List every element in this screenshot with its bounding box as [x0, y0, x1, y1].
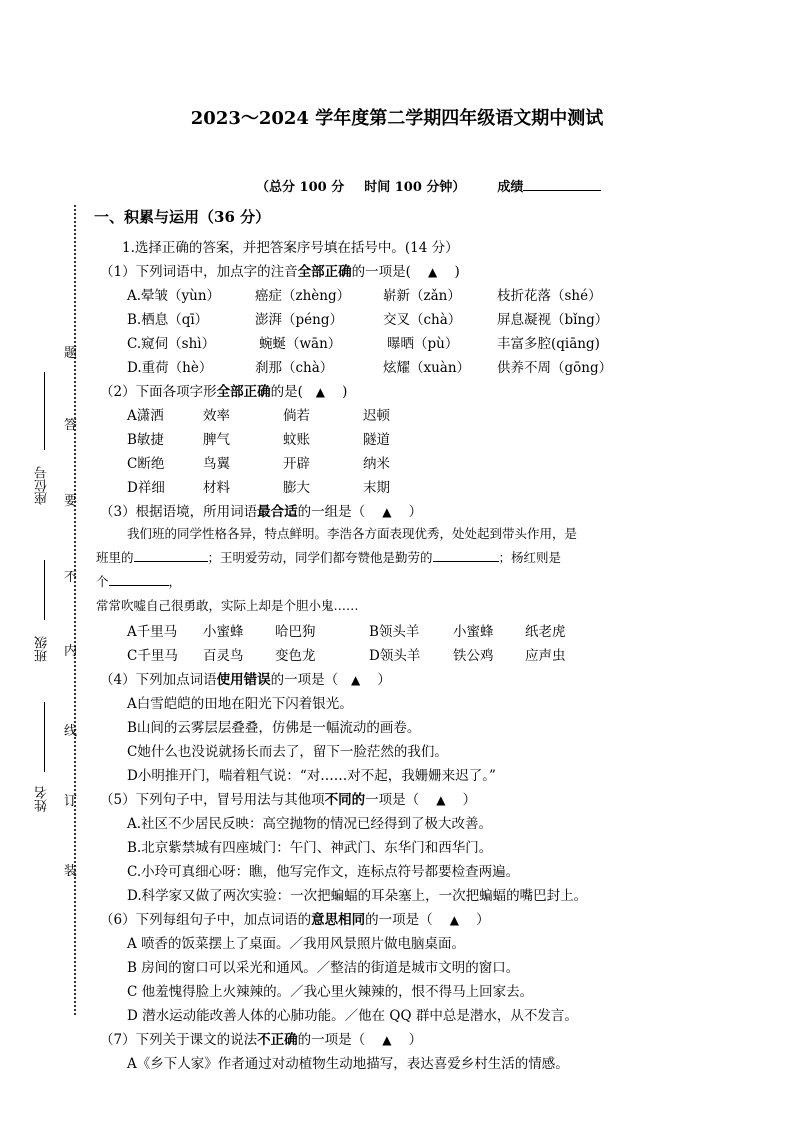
passage-text: ；王明爱劳动，同学们都夸赞他是勤劳的 — [207, 550, 433, 565]
stem-text: 的一项是（ — [365, 912, 433, 928]
option-word: 末期 — [363, 480, 390, 496]
stem-text: （5）下列句子中，冒号用法与其他项 — [100, 792, 325, 808]
section-heading: 一、积累与运用（36 分） — [94, 208, 271, 226]
stem-emphasis: 不正确 — [257, 1032, 298, 1048]
passage-line — [96, 572, 181, 590]
question-1-5 — [100, 788, 476, 808]
passage-text: ；杨红则是 — [498, 550, 562, 565]
option-word: 材料 — [203, 480, 230, 496]
option-line: D小明推开门，喘着粗气说：“对……对不起，我姗姗来迟了。” — [127, 768, 496, 784]
class-blank-line — [44, 560, 45, 620]
option-word: 隧道 — [363, 432, 390, 448]
option-line: A《乡下人家》作者通过对动植物生动地描写，表达喜爱乡村生活的情感。 — [127, 1056, 569, 1072]
seat-blank-line — [44, 372, 45, 450]
stem-text: 一项是（ — [365, 792, 420, 808]
question-1-7 — [100, 1028, 422, 1048]
option-word: 交叉（chà） — [383, 312, 462, 328]
stem-text: （3）根据语境，所用词语 — [100, 504, 258, 520]
binding-char: 装 — [64, 864, 78, 879]
option-word: 鸟翼 — [203, 456, 230, 472]
binding-char: 订 — [64, 794, 78, 809]
option-line: A.社区不少居民反映：高空抛物的情况已经得到了极大改善。 — [127, 816, 493, 832]
option-word: 纳米 — [363, 456, 390, 472]
answer-marker: ▲ — [436, 793, 446, 807]
fill-blank[interactable] — [433, 549, 499, 562]
fill-blank[interactable] — [109, 573, 169, 586]
option-line: A 喷香的饭菜摆上了桌面。／我用风景照片做电脑桌面。 — [127, 936, 466, 952]
binding-char: 线 — [64, 724, 78, 739]
passage-text: 个 — [96, 574, 109, 589]
option-word: 丰富多腔(qiāng) — [497, 336, 600, 352]
option-row — [127, 620, 566, 640]
score-blank — [523, 178, 601, 191]
option-word: 哈巴狗 — [275, 624, 316, 640]
stem-text: ） — [408, 1032, 423, 1048]
stem-text: （1）下列词语中，加点字的注音 — [100, 264, 298, 280]
option-row — [127, 452, 390, 472]
option-row — [127, 332, 600, 352]
answer-marker: ▲ — [428, 265, 438, 279]
answer-marker: ▲ — [382, 505, 392, 519]
stem-text: 的一组是（ — [297, 504, 366, 520]
option-word: 蜿蜒（wān） — [259, 336, 342, 352]
option-word: 崭新（zǎn） — [383, 288, 461, 304]
option-word: 铁公鸡 — [453, 648, 494, 664]
question-1-2 — [100, 380, 347, 400]
option-word: 变色龙 — [275, 648, 316, 664]
answer-marker: ▲ — [315, 385, 325, 399]
option-word: C.窥伺（shì） — [127, 336, 216, 352]
fill-blank[interactable] — [134, 549, 208, 562]
option-row — [127, 428, 390, 448]
option-word: D祥细 — [127, 480, 165, 496]
option-word: D领头羊 — [369, 648, 421, 664]
option-line: A白雪皑皑的田地在阳光下闪着银光。 — [127, 696, 353, 712]
option-word: 倘若 — [283, 408, 310, 424]
option-word: B领头羊 — [369, 624, 420, 640]
score-label: 成绩 — [497, 180, 524, 195]
stem-text: （4）下列加点词语 — [100, 672, 217, 688]
stem-text: 的一项是( — [351, 264, 411, 280]
answer-marker: ▲ — [382, 1033, 392, 1047]
option-word: 炫耀（xuàn） — [383, 360, 471, 376]
option-line: B.北京紫禁城有四座城门：午门、神武门、东华门和西华门。 — [127, 840, 493, 856]
answer-marker: ▲ — [449, 913, 459, 927]
option-word: B.栖息（qī） — [127, 312, 209, 328]
option-word: 百灵鸟 — [203, 648, 244, 664]
option-line: B山间的云雾层层叠叠，仿佛是一幅流动的画卷。 — [127, 720, 421, 736]
option-line: C.小玲可真细心呀：瞧，他写完作文，连标点符号都要检查两遍。 — [127, 864, 520, 880]
stem-text: 的一项是（ — [297, 1032, 366, 1048]
option-word: 小蜜蜂 — [453, 624, 494, 640]
option-word: 曝晒（pù） — [387, 336, 459, 352]
binding-char: 不 — [64, 570, 78, 585]
binding-char: 题 — [64, 346, 78, 361]
option-row — [127, 644, 566, 664]
class-label: 班级 — [35, 636, 50, 662]
option-word: 脾气 — [203, 432, 230, 448]
option-word: 刹那（chà） — [255, 360, 334, 376]
seat-label: 座位号 — [35, 466, 50, 505]
stem-text: 的一项是（ — [270, 672, 339, 688]
option-word: 纸老虎 — [525, 624, 566, 640]
stem-text: ) — [342, 384, 348, 400]
page-title: 2023～2024 学年度第二学期四年级语文期中测试 — [190, 108, 604, 129]
option-row — [127, 404, 390, 424]
option-word: 癌症（zhèng） — [255, 288, 351, 304]
passage-line — [96, 548, 561, 566]
question-1-1 — [100, 260, 460, 280]
option-line: D 潜水运动能改善人体的心肺功能。／他在 QQ 群中总是潜水，从不发言。 — [127, 1008, 578, 1024]
stem-text: （2）下面各项字形 — [100, 384, 217, 400]
stem-text: （7）下列关于课文的说法 — [100, 1032, 258, 1048]
option-word: D.重荷（hè） — [127, 360, 213, 376]
total-score: （总分 100 分 — [256, 180, 345, 195]
stem-text: （6）下列每组句子中，加点词语的 — [100, 912, 312, 928]
option-line: C她什么也没说就扬长而去了，留下一脸茫然的我们。 — [127, 744, 448, 760]
question-1: 1.选择正确的答案，并把答案序号填在括号中。(14 分） — [122, 240, 459, 256]
answer-marker: ▲ — [350, 673, 361, 687]
stem-text: ) — [454, 264, 460, 280]
binding-char: 内 — [64, 644, 78, 659]
stem-emphasis: 使用错误 — [216, 672, 271, 688]
passage-line: 常常吹嘘自己很勇敢，实际上却是个胆小鬼…… — [96, 598, 359, 613]
passage-line: 我们班的同学性格各异，特点鲜明。李浩各方面表现优秀，处处起到带头作用，是 — [127, 526, 578, 541]
option-word: 蚊账 — [283, 432, 310, 448]
name-blank-line — [44, 702, 45, 772]
option-line: C 他羞愧得脸上火辣辣的。／我心里火辣辣的，恨不得马上回家去。 — [127, 984, 534, 1000]
question-1-3 — [100, 500, 422, 520]
option-line: B 房间的窗口可以采光和通风。／整洁的街道是城市文明的窗口。 — [127, 960, 520, 976]
stem-emphasis: 不同的 — [324, 792, 366, 808]
stem-text: ） — [408, 504, 423, 520]
stem-text: ） — [476, 912, 490, 928]
option-line: D.科学家又做了两次实验：一次把蝙蝠的耳朵塞上，一次把蝙蝠的嘴巴封上。 — [127, 888, 588, 904]
stem-emphasis: 全部正确 — [216, 384, 271, 400]
stem-text: 的是( — [270, 384, 303, 400]
stem-emphasis: 最合适 — [257, 504, 298, 520]
option-word: C断绝 — [127, 456, 165, 472]
option-row — [127, 284, 602, 304]
option-word: A潇洒 — [127, 408, 164, 424]
option-word: A.晕皱（yùn） — [127, 288, 221, 304]
option-word: 膨大 — [283, 480, 310, 496]
question-1-4 — [100, 668, 391, 688]
exam-info — [256, 176, 601, 195]
passage-text: ， — [168, 574, 182, 589]
option-row — [127, 356, 612, 376]
option-row — [127, 476, 390, 496]
binding-char: 要 — [64, 494, 78, 509]
option-word: 迟顿 — [363, 408, 390, 424]
option-word: 屏息凝视（bǐng） — [497, 312, 609, 328]
stem-emphasis: 意思相同 — [311, 912, 366, 928]
option-word: A千里马 — [127, 624, 178, 640]
passage-text: 班里的 — [96, 550, 134, 565]
option-word: 应声虫 — [525, 648, 566, 664]
option-word: 澎湃（péng） — [255, 312, 343, 328]
binding-char: 答 — [64, 418, 78, 433]
option-row — [127, 308, 608, 328]
option-word: B敏捷 — [127, 432, 164, 448]
exam-time: 时间 100 分钟） — [364, 180, 466, 195]
option-word: C千里马 — [127, 648, 178, 664]
option-word: 枝折花落（shé） — [497, 288, 602, 304]
stem-emphasis: 全部正确 — [297, 264, 352, 280]
question-1-6 — [100, 908, 490, 928]
name-label: 姓名 — [35, 786, 50, 812]
option-word: 效率 — [203, 408, 230, 424]
option-word: 供养不周（gōng） — [497, 360, 613, 376]
stem-text: ） — [462, 792, 477, 808]
option-word: 小蜜蜂 — [203, 624, 244, 640]
stem-text: ） — [377, 672, 391, 688]
binding-dotted-line — [74, 205, 76, 1015]
option-word: 开辟 — [283, 456, 310, 472]
